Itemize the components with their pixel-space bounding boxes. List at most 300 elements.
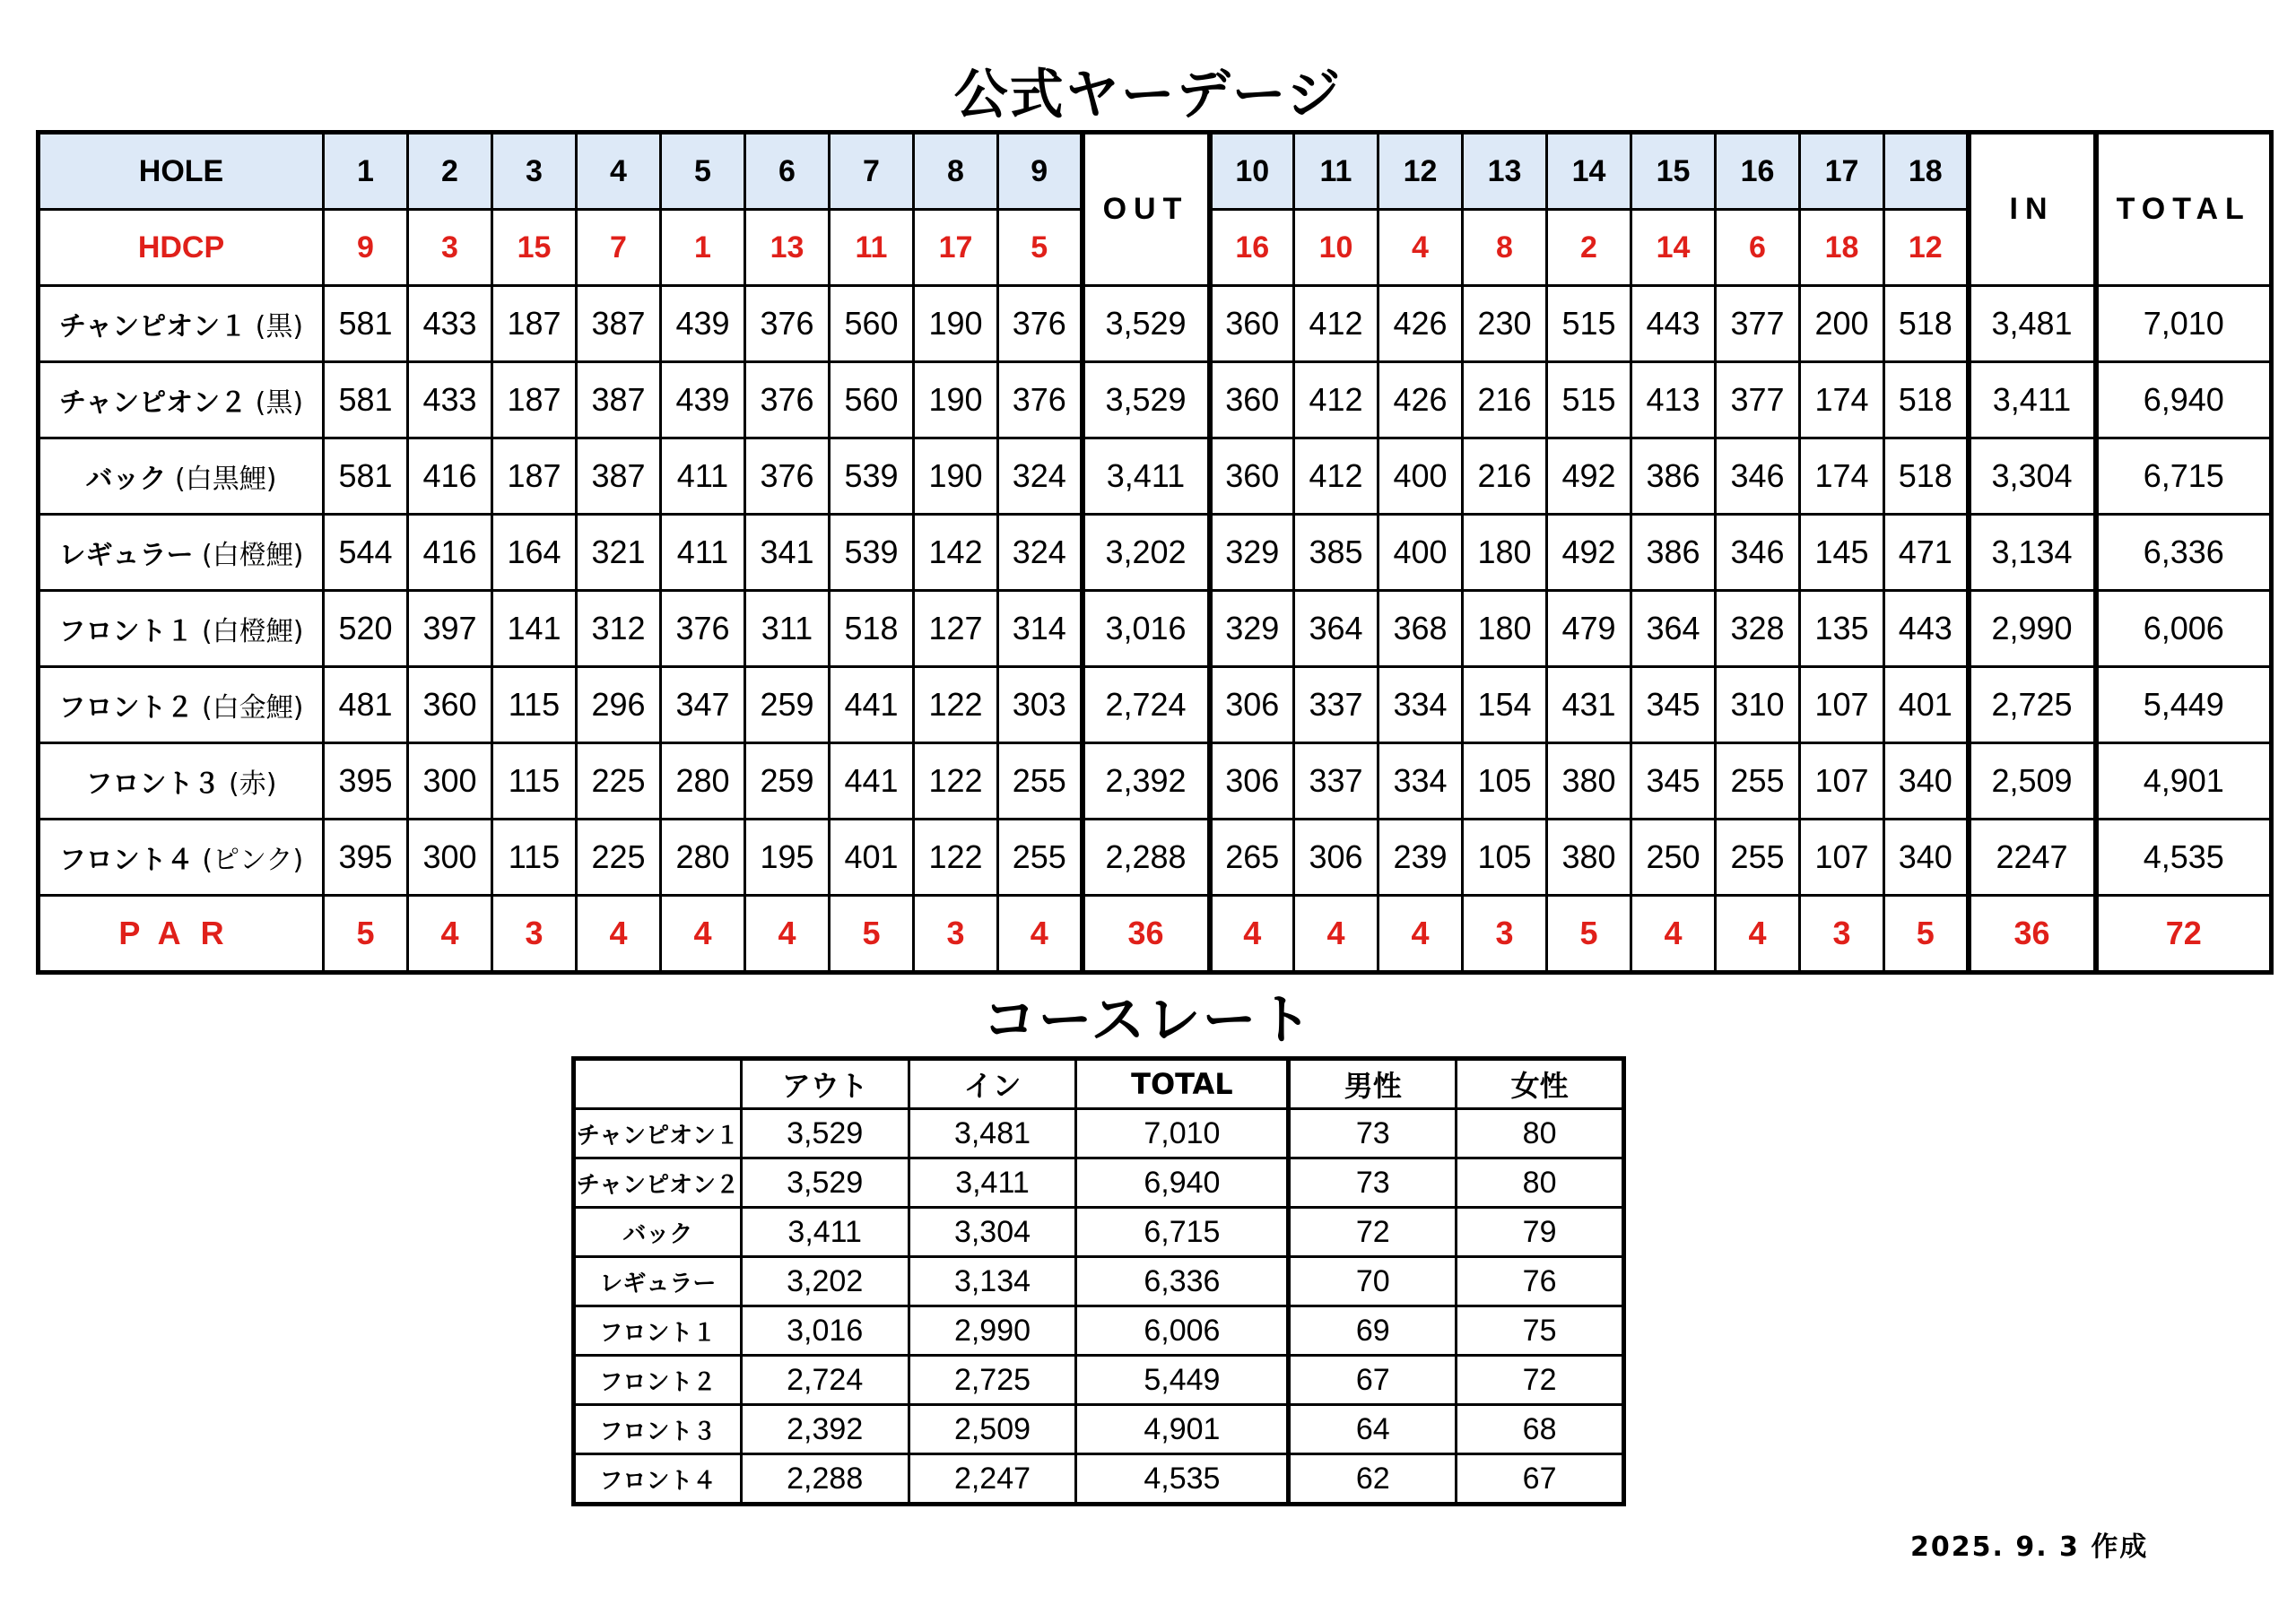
yardage-value: 300: [408, 743, 492, 820]
table-row: [39, 438, 2272, 515]
hole-number: 1: [324, 133, 408, 210]
tee-name: [39, 438, 324, 515]
par-value: 3: [914, 896, 998, 973]
yardage-value: 368: [1378, 591, 1463, 667]
rating-tee-name: バック: [574, 1208, 742, 1257]
par-value: 4: [1294, 896, 1378, 973]
rating-value: 72: [1289, 1208, 1457, 1257]
hdcp-value: 14: [1631, 210, 1716, 286]
table-row: [39, 286, 2272, 362]
yardage-value: 174: [1800, 438, 1884, 515]
table-row: [574, 1109, 1624, 1158]
rating-tee-name: フロント２: [574, 1356, 742, 1405]
hole-number: 4: [577, 133, 661, 210]
yardage-value: 376: [745, 438, 830, 515]
rating-value: 2,288: [741, 1454, 909, 1505]
rating-value: 2,247: [909, 1454, 1076, 1505]
yardage-value: 255: [1716, 820, 1800, 896]
tee-color: (白金鯉): [193, 692, 304, 724]
yardage-value: 411: [661, 515, 745, 591]
hdcp-value: 1: [661, 210, 745, 286]
rating-value: 6,336: [1076, 1257, 1289, 1306]
yardage-value: 492: [1547, 515, 1631, 591]
yardage-value: 187: [492, 362, 577, 438]
table-row: [39, 820, 2272, 896]
in-header: IN: [1969, 133, 2096, 286]
yardage-value: 515: [1547, 362, 1631, 438]
yardage-value: 377: [1716, 286, 1800, 362]
table-row: [574, 1257, 1624, 1306]
yardage-value: 397: [408, 591, 492, 667]
in-total: 2,509: [1969, 743, 2096, 820]
hdcp-value: 3: [408, 210, 492, 286]
out-total: 2,392: [1083, 743, 1210, 820]
yardage-value: 387: [577, 286, 661, 362]
table-row: [39, 591, 2272, 667]
yardage-value: 310: [1716, 667, 1800, 743]
tee-name: [39, 743, 324, 820]
tee-color: (黒): [247, 311, 304, 343]
rating-value: 72: [1457, 1356, 1624, 1405]
hdcp-value: 18: [1800, 210, 1884, 286]
yardage-value: 195: [745, 820, 830, 896]
par-value: 4: [1378, 896, 1463, 973]
rating-value: 73: [1289, 1109, 1457, 1158]
hole-number: 11: [1294, 133, 1378, 210]
par-value: 5: [1884, 896, 1969, 973]
in-total: 3,304: [1969, 438, 2096, 515]
yardage-value: 174: [1800, 362, 1884, 438]
yardage-value: 122: [914, 820, 998, 896]
out-total: 3,411: [1083, 438, 1210, 515]
rating-value: 7,010: [1076, 1109, 1289, 1158]
yardage-value: 380: [1547, 820, 1631, 896]
hdcp-value: 16: [1210, 210, 1294, 286]
table-row: [39, 362, 2272, 438]
rating-value: 3,016: [741, 1306, 909, 1356]
yardage-value: 581: [324, 362, 408, 438]
out-total: 2,724: [1083, 667, 1210, 743]
yardage-value: 581: [324, 438, 408, 515]
hole-number: 15: [1631, 133, 1716, 210]
yardage-title: 公式ヤーデージ: [953, 64, 1343, 126]
grand-total: 7,010: [2096, 286, 2272, 362]
rating-value: 3,481: [909, 1109, 1076, 1158]
yardage-value: 443: [1884, 591, 1969, 667]
in-total: 2,990: [1969, 591, 2096, 667]
in-total: 2,725: [1969, 667, 2096, 743]
yardage-value: 115: [492, 743, 577, 820]
yardage-value: 255: [998, 743, 1083, 820]
yardage-value: 400: [1378, 438, 1463, 515]
yardage-value: 518: [1884, 286, 1969, 362]
table-row: [39, 667, 2272, 743]
yardage-value: 380: [1547, 743, 1631, 820]
hdcp-value: 7: [577, 210, 661, 286]
yardage-value: 306: [1294, 820, 1378, 896]
par-in-total: 36: [1969, 896, 2096, 973]
yardage-value: 107: [1800, 743, 1884, 820]
yardage-value: 340: [1884, 820, 1969, 896]
tee-color: (白橙鯉): [193, 616, 304, 647]
tee-name: [39, 362, 324, 438]
hole-header: HOLE: [39, 133, 324, 210]
table-row: [574, 1208, 1624, 1257]
yardage-value: 250: [1631, 820, 1716, 896]
course-rating-table: [571, 1056, 1626, 1506]
yardage-value: 518: [830, 591, 914, 667]
yardage-value: 280: [661, 820, 745, 896]
yardage-value: 296: [577, 667, 661, 743]
hole-number: 8: [914, 133, 998, 210]
yardage-value: 329: [1210, 591, 1294, 667]
rating-value: 3,411: [741, 1208, 909, 1257]
rating-value: 80: [1457, 1158, 1624, 1208]
yardage-value: 364: [1294, 591, 1378, 667]
yardage-value: 127: [914, 591, 998, 667]
hdcp-value: 9: [324, 210, 408, 286]
tee-color: (白橙鯉): [193, 540, 304, 571]
rating-value: 2,990: [909, 1306, 1076, 1356]
par-value: 3: [492, 896, 577, 973]
yardage-value: 180: [1463, 515, 1547, 591]
yardage-value: 312: [577, 591, 661, 667]
yardage-value: 255: [1716, 743, 1800, 820]
rating-header: 男性: [1289, 1059, 1457, 1109]
yardage-value: 255: [998, 820, 1083, 896]
yardage-value: 328: [1716, 591, 1800, 667]
par-value: 4: [661, 896, 745, 973]
yardage-value: 142: [914, 515, 998, 591]
rating-value: 3,529: [741, 1109, 909, 1158]
in-total: 2247: [1969, 820, 2096, 896]
hdcp-value: 15: [492, 210, 577, 286]
rating-value: 70: [1289, 1257, 1457, 1306]
yardage-value: 345: [1631, 667, 1716, 743]
yardage-value: 337: [1294, 743, 1378, 820]
tee-label: フロント４: [58, 845, 194, 876]
par-value: 4: [577, 896, 661, 973]
hdcp-value: 13: [745, 210, 830, 286]
yardage-value: 200: [1800, 286, 1884, 362]
yardage-value: 401: [1884, 667, 1969, 743]
yardage-value: 518: [1884, 438, 1969, 515]
in-total: 3,481: [1969, 286, 2096, 362]
yardage-value: 581: [324, 286, 408, 362]
yardage-value: 122: [914, 667, 998, 743]
rating-tee-name: フロント３: [574, 1405, 742, 1454]
par-value: 4: [998, 896, 1083, 973]
par-label: PAR: [39, 896, 324, 973]
par-total: 72: [2096, 896, 2272, 973]
hdcp-value: 17: [914, 210, 998, 286]
yardage-value: 539: [830, 438, 914, 515]
yardage-value: 190: [914, 438, 998, 515]
yardage-value: 426: [1378, 286, 1463, 362]
tee-name: [39, 515, 324, 591]
tee-label: フロント２: [58, 692, 194, 724]
rating-value: 68: [1457, 1405, 1624, 1454]
yardage-value: 259: [745, 667, 830, 743]
tee-name: [39, 591, 324, 667]
hole-number: 9: [998, 133, 1083, 210]
rating-value: 79: [1457, 1208, 1624, 1257]
yardage-value: 347: [661, 667, 745, 743]
yardage-value: 334: [1378, 743, 1463, 820]
tee-label: レギュラー: [58, 540, 194, 571]
par-value: 4: [1210, 896, 1294, 973]
rating-value: 67: [1457, 1454, 1624, 1505]
yardage-value: 239: [1378, 820, 1463, 896]
yardage-value: 411: [661, 438, 745, 515]
yardage-value: 364: [1631, 591, 1716, 667]
rating-value: 64: [1289, 1405, 1457, 1454]
hdcp-value: 10: [1294, 210, 1378, 286]
rating-tee-name: チャンピオン１: [574, 1109, 742, 1158]
rating-tee-name: レギュラー: [574, 1257, 742, 1306]
par-out-total: 36: [1083, 896, 1210, 973]
tee-label: フロント３: [85, 768, 221, 800]
yardage-value: 306: [1210, 743, 1294, 820]
grand-total: 5,449: [2096, 667, 2272, 743]
table-row: [574, 1454, 1624, 1505]
yardage-value: 539: [830, 515, 914, 591]
yardage-value: 107: [1800, 667, 1884, 743]
rating-value: 6,006: [1076, 1306, 1289, 1356]
rating-value: 4,901: [1076, 1405, 1289, 1454]
yardage-value: 225: [577, 820, 661, 896]
grand-total: 6,715: [2096, 438, 2272, 515]
tee-name: [39, 667, 324, 743]
hole-number: 14: [1547, 133, 1631, 210]
yardage-value: 135: [1800, 591, 1884, 667]
rating-value: 3,134: [909, 1257, 1076, 1306]
yardage-value: 416: [408, 515, 492, 591]
rating-value: 3,411: [909, 1158, 1076, 1208]
yardage-value: 544: [324, 515, 408, 591]
par-value: 4: [1716, 896, 1800, 973]
hdcp-value: 5: [998, 210, 1083, 286]
yardage-value: 376: [745, 286, 830, 362]
yardage-value: 329: [1210, 515, 1294, 591]
yardage-value: 187: [492, 286, 577, 362]
yardage-value: 107: [1800, 820, 1884, 896]
rating-tee-name: フロント４: [574, 1454, 742, 1505]
yardage-value: 259: [745, 743, 830, 820]
hole-number: 16: [1716, 133, 1800, 210]
yardage-value: 360: [1210, 362, 1294, 438]
tee-label: フロント１: [58, 616, 194, 647]
rating-value: 4,535: [1076, 1454, 1289, 1505]
yardage-value: 265: [1210, 820, 1294, 896]
yardage-value: 190: [914, 362, 998, 438]
hole-number: 17: [1800, 133, 1884, 210]
out-header: OUT: [1083, 133, 1210, 286]
hole-number: 18: [1884, 133, 1969, 210]
grand-total: 6,006: [2096, 591, 2272, 667]
yardage-value: 122: [914, 743, 998, 820]
rating-corner: [574, 1059, 742, 1109]
table-row: [574, 1158, 1624, 1208]
par-value: 4: [408, 896, 492, 973]
par-value: 4: [1631, 896, 1716, 973]
hdcp-value: 6: [1716, 210, 1800, 286]
yardage-value: 416: [408, 438, 492, 515]
rating-value: 76: [1457, 1257, 1624, 1306]
total-header: TOTAL: [2096, 133, 2272, 286]
yardage-value: 105: [1463, 743, 1547, 820]
out-total: 3,016: [1083, 591, 1210, 667]
hdcp-header: HDCP: [39, 210, 324, 286]
yardage-value: 377: [1716, 362, 1800, 438]
rating-tee-name: チャンピオン２: [574, 1158, 742, 1208]
yardage-value: 386: [1631, 515, 1716, 591]
rating-value: 80: [1457, 1109, 1624, 1158]
rating-value: 3,304: [909, 1208, 1076, 1257]
yardage-value: 230: [1463, 286, 1547, 362]
yardage-value: 154: [1463, 667, 1547, 743]
rating-value: 6,940: [1076, 1158, 1289, 1208]
yardage-value: 520: [324, 591, 408, 667]
rating-header: 女性: [1457, 1059, 1624, 1109]
hole-number: 6: [745, 133, 830, 210]
yardage-value: 345: [1631, 743, 1716, 820]
rating-value: 2,392: [741, 1405, 909, 1454]
yardage-value: 216: [1463, 438, 1547, 515]
yardage-value: 187: [492, 438, 577, 515]
grand-total: 6,940: [2096, 362, 2272, 438]
par-value: 3: [1463, 896, 1547, 973]
hole-number: 5: [661, 133, 745, 210]
yardage-value: 413: [1631, 362, 1716, 438]
rating-value: 75: [1457, 1306, 1624, 1356]
table-row: [39, 743, 2272, 820]
in-total: 3,411: [1969, 362, 2096, 438]
hole-number: 13: [1463, 133, 1547, 210]
hdcp-value: 2: [1547, 210, 1631, 286]
par-value: 4: [745, 896, 830, 973]
yardage-value: 395: [324, 820, 408, 896]
out-total: 2,288: [1083, 820, 1210, 896]
yardage-value: 337: [1294, 667, 1378, 743]
tee-label: バック: [85, 464, 167, 495]
yardage-value: 321: [577, 515, 661, 591]
yardage-value: 190: [914, 286, 998, 362]
yardage-value: 433: [408, 362, 492, 438]
yardage-value: 439: [661, 286, 745, 362]
rating-value: 2,724: [741, 1356, 909, 1405]
course-rating-title: コースレート: [982, 989, 1314, 1052]
yardage-value: 395: [324, 743, 408, 820]
rating-header: イン: [909, 1059, 1076, 1109]
rating-value: 62: [1289, 1454, 1457, 1505]
yardage-value: 433: [408, 286, 492, 362]
tee-label: チャンピオン２: [58, 387, 248, 419]
yardage-value: 324: [998, 438, 1083, 515]
out-total: 3,202: [1083, 515, 1210, 591]
created-date: 2025. 9. 3 作成: [1910, 1531, 2149, 1563]
hole-number: 12: [1378, 133, 1463, 210]
par-value: 3: [1800, 896, 1884, 973]
out-total: 3,529: [1083, 286, 1210, 362]
yardage-value: 439: [661, 362, 745, 438]
rating-value: 69: [1289, 1306, 1457, 1356]
hole-number: 10: [1210, 133, 1294, 210]
yardage-value: 441: [830, 667, 914, 743]
rating-value: 3,529: [741, 1158, 909, 1208]
tee-color: (白黒鯉): [166, 464, 277, 495]
rating-header: アウト: [741, 1059, 909, 1109]
yardage-value: 515: [1547, 286, 1631, 362]
tee-label: チャンピオン１: [58, 311, 248, 343]
par-value: 5: [1547, 896, 1631, 973]
table-row: [39, 515, 2272, 591]
table-row: [574, 1356, 1624, 1405]
yardage-value: 141: [492, 591, 577, 667]
yardage-value: 401: [830, 820, 914, 896]
yardage-value: 471: [1884, 515, 1969, 591]
yardage-value: 400: [1378, 515, 1463, 591]
yardage-value: 340: [1884, 743, 1969, 820]
yardage-value: 346: [1716, 438, 1800, 515]
rating-header: TOTAL: [1076, 1059, 1289, 1109]
rating-value: 73: [1289, 1158, 1457, 1208]
rating-value: 3,202: [741, 1257, 909, 1306]
out-total: 3,529: [1083, 362, 1210, 438]
yardage-value: 560: [830, 362, 914, 438]
par-value: 5: [830, 896, 914, 973]
yardage-value: 303: [998, 667, 1083, 743]
yardage-value: 360: [1210, 438, 1294, 515]
yardage-value: 387: [577, 438, 661, 515]
yardage-value: 412: [1294, 438, 1378, 515]
yardage-value: 479: [1547, 591, 1631, 667]
yardage-value: 385: [1294, 515, 1378, 591]
yardage-value: 518: [1884, 362, 1969, 438]
yardage-value: 376: [745, 362, 830, 438]
yardage-value: 280: [661, 743, 745, 820]
yardage-value: 306: [1210, 667, 1294, 743]
yardage-value: 341: [745, 515, 830, 591]
in-total: 3,134: [1969, 515, 2096, 591]
yardage-value: 145: [1800, 515, 1884, 591]
hdcp-value: 8: [1463, 210, 1547, 286]
yardage-value: 431: [1547, 667, 1631, 743]
rating-tee-name: フロント１: [574, 1306, 742, 1356]
yardage-table: [36, 130, 2274, 975]
tee-name: [39, 286, 324, 362]
tee-color: (ピンク): [193, 845, 304, 876]
yardage-value: 492: [1547, 438, 1631, 515]
yardage-value: 314: [998, 591, 1083, 667]
tee-color: (赤): [220, 768, 277, 800]
tee-color: (黒): [247, 387, 304, 419]
yardage-value: 334: [1378, 667, 1463, 743]
yardage-value: 360: [1210, 286, 1294, 362]
yardage-value: 115: [492, 820, 577, 896]
table-row: [574, 1306, 1624, 1356]
hdcp-value: 11: [830, 210, 914, 286]
yardage-value: 481: [324, 667, 408, 743]
yardage-value: 105: [1463, 820, 1547, 896]
rating-value: 2,725: [909, 1356, 1076, 1405]
yardage-value: 412: [1294, 286, 1378, 362]
hdcp-value: 4: [1378, 210, 1463, 286]
yardage-value: 324: [998, 515, 1083, 591]
par-value: 5: [324, 896, 408, 973]
yardage-value: 180: [1463, 591, 1547, 667]
rating-value: 67: [1289, 1356, 1457, 1405]
